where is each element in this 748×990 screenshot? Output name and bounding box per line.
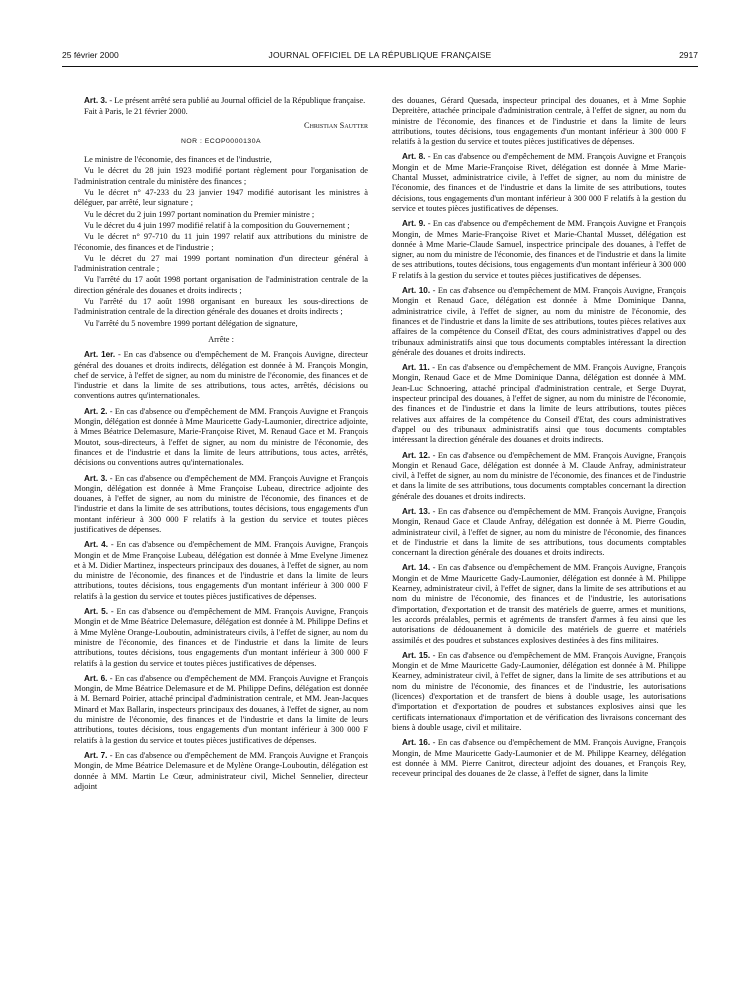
article-body: - En cas d'absence ou d'empêchement de MM. François Auvigne, François Mongin, Renaud Gace et Claude Anfray, délégation est donnée à M. Pierre Goudin, administrateur civil, à l'effet de signer, au nom du ministre de l'économie, des finances et de l'industrie et dans la limite de ses attributions, tous documents comptables concernant la direction générale des douanes et droits indirects. [392, 506, 686, 558]
article-body: - En cas d'absence ou d'empêchement de MM. François Auvigne, François Mongin, de Mme Mauricette Gady-Laumonier et de M. Philippe Kearney, délégation est donnée à MM. Pierre Canitrot, directeur adjoint des douanes, et François Rey, receveur principal des douanes de 2e classe, à l'effet de signer, dans la limite [392, 738, 686, 779]
article [74, 674, 368, 746]
article-tag: Art. 1er. [84, 350, 116, 360]
vu-item: Vu l'arrêté du 17 août 1998 portant organisation de l'administration centrale de la direction générale des douanes et droits indirects ; [74, 275, 368, 295]
article [74, 607, 368, 669]
article-tag: Art. 3. [84, 473, 108, 483]
vu-item: Vu le décret du 28 juin 1923 modifié portant règlement pour l'organisation de l'administration centrale du ministère des finances ; [74, 166, 368, 186]
article-body: - En cas d'absence ou d'empêchement de MM. François Auvigne, François Mongin, Renaud Gace et de Mme Dominique Danna, délégation est donnée à MM. Jean-Luc Schnoering, attaché principal d'administration centrale, et Serge Duyrat, inspecteur principal des douanes, à l'effet de signer, au nom du ministre de l'économie, des finances et de l'industrie et dans la limite de leurs attributions, toutes pièces relatives aux affaires de la compétence du Conseil d'Etat, des cours administratives d'appel ou des tribunaux administratifs ainsi que tous documents comptables intéressant la direction générale des douanes et droits indirects. [392, 363, 686, 445]
article [74, 751, 368, 792]
article-tag: Art. 2. [84, 406, 108, 416]
article-body: - En cas d'absence ou d'empêchement de MM. François Auvigne, François Mongin et Renaud Gace, délégation est donnée à M. Claude Anfray, administrateur civil, à l'effet de signer, au nom du ministre de l'économie, des finances et de l'industrie et dans la limite de ses attributions, tous documents comptables concernant la direction générale des douanes et droits indirects. [392, 450, 686, 501]
article [392, 563, 686, 645]
article-tag: Art. 10. [402, 286, 431, 296]
article-body: - En cas d'absence ou d'empêchement de MM. François Auvigne, François Mongin et de Mme Mauricette Gady-Laumonier, délégation est donnée à M. Philippe Kearney, administrateur civil, à l'effet de signer, dans la limite de ses attributions et au nom du ministre de l'économie, des finances et de l'industrie, les autorisations d'importation, d'exportation et de transit des matériels de guerre, armes et munitions, les accords préalables, permis et agréments de transfert d'armes à feu ainsi que les autorisations de dédouanement à domicile des matériels de guerre et matériels assimilés et des poudres et substances explosives destinées à des fins militaires. [392, 563, 686, 645]
article-tag: Art. 8. [402, 152, 426, 162]
article [392, 286, 686, 358]
header-rule [62, 66, 698, 67]
article-tag: Art. 4. [84, 540, 108, 550]
article-body: - En cas d'absence ou d'empêchement de M. François Auvigne, directeur général des douanes et droits indirects, délégation est donnée à M. François Mongin, chef de service, à l'effet de signer, au nom du ministre de l'économie, des finances et de l'industrie et dans la limite de ses attributions, tous actes, arrêtés, décisions ou conventions autres qu'internationales. [74, 350, 368, 401]
header-date: 25 février 2000 [62, 50, 119, 60]
vu-item: Vu le décret n° 47-233 du 23 janvier 1947 modifié autorisant les ministres à déléguer, par arrêté, leur signature ; [74, 188, 368, 208]
article-7-continuation: des douanes, Gérard Quesada, inspecteur principal des douanes, et à Mme Sophie Depreitère, attachée principale d'administration centrale, à l'effet de signer, au nom du ministre de l'économie, des finances et de l'industrie et dans la limite de leurs attributions, toutes décisions, tous engagements d'un montant inférieur à 300 000 F relatifs à la gestion du service et toutes pièces justificatives de dépenses. [392, 96, 686, 147]
header-page-number: 2917 [679, 50, 698, 60]
article [74, 474, 368, 536]
article-body: - En cas d'absence ou d'empêchement de MM. François Auvigne et François Mongin, de Mmes Marie-Françoise Rivet et Marie-Chantal Musset, délégation est donnée à Mme Marie-Claude Samuel, inspectrice principale des douanes, à l'effet de signer, au nom du ministre de l'économie, des finances et de l'industrie et dans la limite de ses attributions, toutes décisions, tous engagements d'un montant inférieur à 300 000 F relatifs à la gestion du service et toutes pièces justificatives de dépenses. [392, 219, 686, 280]
article-tag: Art. 13. [402, 506, 431, 516]
minister-line: Le ministre de l'économie, des finances et de l'industrie, [84, 155, 272, 165]
article-body: - En cas d'absence ou d'empêchement de MM. François Auvigne et François Mongin, de Mme Béatrice Delemasure et de M. Philippe Defins, délégation est donnée à M. Bernard Poirier, attaché principal d'administration centrale, et MM. Jean-Jacques Minard et Max Ballarin, inspecteurs principaux des douanes, à l'effet de signer, au nom du ministre de l'économie, des finances et de l'industrie et dans la limite de leurs attributions, toutes décisions, tous engagements d'un montant inférieur à 300 000 F relatifs à la gestion du service et toutes pièces justificatives de dépenses. [74, 673, 368, 745]
fait-a-paris: Fait à Paris, le 21 février 2000. [84, 107, 188, 117]
right-column [392, 96, 686, 976]
article [392, 507, 686, 558]
vu-item: Vu l'arrêté du 5 novembre 1999 portant délégation de signature, [84, 318, 298, 328]
article [392, 152, 686, 214]
article [392, 363, 686, 445]
article-tag: Art. 12. [402, 450, 431, 460]
signature: Christian Sautter [304, 120, 368, 130]
vu-item: Vu le décret du 2 juin 1997 portant nomination du Premier ministre ; [84, 209, 315, 219]
article-tag: Art. 9. [402, 219, 426, 229]
article-tag: Art. 14. [402, 563, 431, 573]
article-tag: Art. 15. [402, 650, 431, 660]
article-tag: Art. 5. [84, 607, 108, 617]
article-body: - En cas d'absence ou d'empêchement de MM. François Auvigne et François Mongin et de Mme Marie-Françoise Rivet, délégation est donnée à Mme Marie-Chantal Musset, administratrice civile, à l'effet de signer, au nom du ministre de l'économie, des finances et de l'industrie et dans la limite de ses attributions, toutes décisions, tous engagements d'un montant inférieur à 300 000 F relatifs à la gestion du service et toutes pièces justificatives de dépenses. [392, 152, 686, 213]
article-body: - En cas d'absence ou d'empêchement de MM. François Auvigne et François Mongin, de Mme Béatrice Delemasure et de Mylène Orange-Louboutin, délégation est donnée à MM. Martin Le Cœur, administrateur civil, Michel Sennelier, directeur adjoint [74, 750, 368, 791]
article-tag: Art. 11. [402, 363, 430, 373]
article [392, 219, 686, 281]
article-body: - En cas d'absence ou d'empêchement de MM. François Auvigne, François Mongin et de Mme Françoise Lubeau, délégation est donnée à Mme Evelyne Jimenez et à M. Didier Martinez, inspecteurs principaux des douanes, à l'effet de signer, au nom du ministre de l'économie, des finances et de l'industrie et dans la limite de leurs attributions, toutes décisions, tous engagements d'un montant inférieur à 300 000 F relatifs à la gestion du service et toutes pièces justificatives de dépenses. [74, 540, 368, 601]
header-journal-title: JOURNAL OFFICIEL DE LA RÉPUBLIQUE FRANÇAISE [268, 50, 492, 60]
article-tag: Art. 16. [402, 738, 431, 748]
vu-item: Vu le décret du 4 juin 1997 modifié relatif à la composition du Gouvernement ; [84, 220, 350, 230]
article-3-body: - Le présent arrêté sera publié au Journal officiel de la République française. [107, 96, 366, 105]
page-header [62, 50, 698, 66]
article-tag: Art. 6. [84, 673, 108, 683]
nor-reference: NOR : ECOP0000130A [180, 137, 262, 145]
article [392, 651, 686, 733]
article-tag: Art. 7. [84, 750, 108, 760]
vu-item: Vu le décret du 27 mai 1999 portant nomination d'un directeur général à l'administration centrale ; [74, 253, 368, 274]
arrete-heading: Arrête : [208, 334, 234, 344]
vu-item: Vu le décret n° 97-710 du 11 juin 1997 relatif aux attributions du ministre de l'économie, des finances et de l'industrie ; [74, 232, 368, 252]
article-body: - En cas d'absence ou d'empêchement de MM. François Auvigne, François Mongin et de Mme Béatrice Delemasure, délégation est donnée à M. Philippe Defins et à Mme Mylène Orange-Louboutin, administrateurs civils, à l'effet de signer, au nom du ministre de l'économie, des finances et de l'industrie et dans la limite de leurs attributions, toutes décisions, tous engagements d'un montant inférieur à 300 000 F relatifs à la gestion du service et toutes pièces justificatives de dépenses. [74, 607, 368, 668]
article-body: - En cas d'absence ou d'empêchement de MM. François Auvigne et François Mongin, délégation est donnée à Mme Mauricette Gady-Laumonier, directrice adjointe, à Mmes Béatrice Delemasure, Marie-Françoise Rivet, M. Renaud Gace et M. François Moutot, sous-directeurs, à l'effet de signer, au nom du ministre de l'économie, des finances et de l'industrie et dans la limite de leurs attributions, tous actes, arrêtés, décisions ou conventions autres qu'internationales. [74, 406, 368, 468]
article [74, 407, 368, 469]
article-3-closing [74, 96, 368, 106]
article [74, 540, 368, 602]
article-body: - En cas d'absence ou d'empêchement de MM. François Auvigne, François Mongin et de Mme Mauricette Gady-Laumonier, délégation est donnée à M. Philippe Kearney, administrateur civil, à l'effet de signer, dans la limite de ses attributions et au nom du ministre de l'économie, des finances et de l'industrie, les autorisations (licences) d'exportation et de transfert de biens à double usage, les autorisations d'importation et d'exportation de poudres et substances explosives ainsi que les certificats internationaux d'importation et de vérification des livraisons concernant des biens à double usage, civil et militaire. [392, 650, 686, 732]
left-column [74, 96, 368, 976]
article-body: - En cas d'absence ou d'empêchement de MM. François Auvigne, François Mongin et Renaud Gace, délégation est donnée à Mme Dominique Danna, administratrice civile, à l'effet de signer, au nom du ministre de l'économie, des finances et de l'industrie et dans la limite de ses attributions, toutes pièces relatives aux affaires de la compétence du Conseil d'Etat, des cours administratives d'appel ou des tribunaux administratifs ainsi que tous documents comptables intéressant la direction générale des douanes et droits indirects. [392, 286, 686, 357]
article-3-tag: Art. 3. [84, 96, 108, 105]
article-body: - En cas d'absence ou d'empêchement de MM. François Auvigne et François Mongin, délégation est donnée à Mme Françoise Lubeau, directrice adjointe des douanes, à l'effet de signer, au nom du ministre de l'économie, des finances et de l'industrie et dans la limite de ses attributions, toutes décisions, tous engagements d'un montant inférieur à 300 000 F relatifs à la gestion du service et toutes pièces justificatives de dépenses. [74, 473, 368, 534]
vu-item: Vu l'arrêté du 17 août 1998 organisant en bureaux les sous-directions de l'administration centrale de la direction générale des douanes et droits indirects ; [74, 297, 368, 317]
article [74, 350, 368, 401]
article [392, 738, 686, 779]
article [392, 451, 686, 502]
